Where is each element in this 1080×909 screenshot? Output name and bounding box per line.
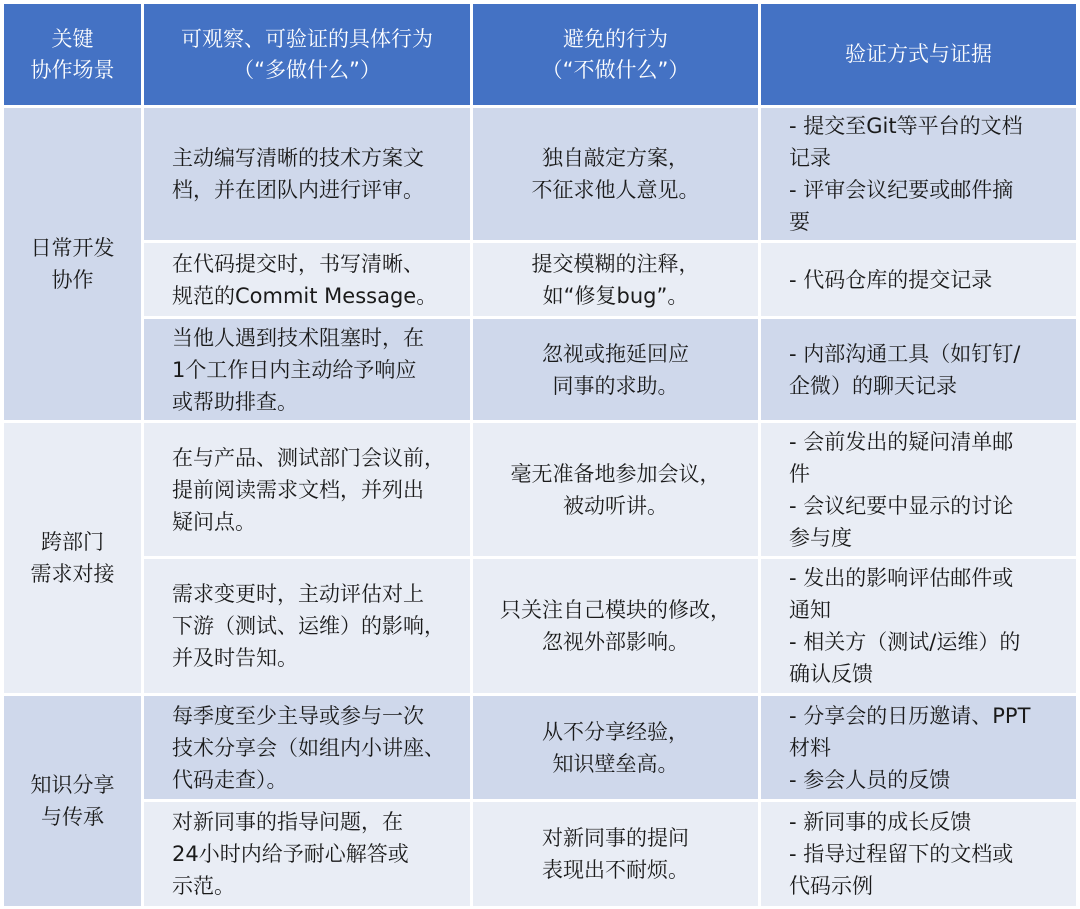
header-verify-text: 验证方式与证据 (845, 42, 992, 66)
scene-cell-knowledge (4, 696, 141, 906)
avoid-text: 毫无准备地参加会议， 被动听讲。 (510, 461, 721, 518)
header-do-text: 可观察、可验证的具体行为 （“多做什么”） (181, 26, 433, 82)
avoid-text: 忽视或拖延回应 同事的求助。 (542, 341, 689, 398)
header-do (144, 4, 470, 105)
do-text: 对新同事的指导问题，在 24小时内给予耐心解答或 示范。 (172, 810, 409, 898)
do-cell (144, 559, 470, 693)
verify-cell (761, 319, 1076, 420)
verify-text: - 代码仓库的提交记录 (789, 267, 993, 292)
do-text: 需求变更时，主动评估对上 下游（测试、运维）的影响， 并及时告知。 (172, 582, 445, 670)
do-text: 在与产品、测试部门会议前， 提前阅读需求文档，并列出 疑问点。 (172, 445, 445, 534)
do-cell (144, 423, 470, 556)
verify-text: - 内部沟通工具（如钉钉/ 企微）的聊天记录 (789, 341, 1021, 398)
header-scene-text: 关键 协作场景 (30, 26, 115, 82)
verify-cell (761, 559, 1076, 693)
verify-cell (761, 802, 1076, 906)
verify-text: - 会前发出的疑问清单邮 件 - 会议纪要中显示的讨论 参与度 (789, 429, 1014, 550)
avoid-cell (473, 802, 758, 906)
scene-label: 跨部门 需求对接 (30, 530, 115, 586)
verify-cell (761, 243, 1076, 316)
do-cell (144, 802, 470, 906)
do-cell (144, 108, 470, 240)
avoid-text: 独自敲定方案， 不征求他人意见。 (531, 146, 700, 202)
avoid-text: 只关注自己模块的修改， 忽视外部影响。 (500, 598, 731, 654)
avoid-cell (473, 319, 758, 420)
avoid-text: 提交模糊的注释， 如“修复bug”。 (531, 251, 700, 308)
verify-text: - 分享会的日历邀请、PPT 材料 - 参会人员的反馈 (789, 703, 1031, 792)
avoid-cell (473, 108, 758, 240)
scene-cell-daily-dev (4, 108, 141, 420)
header-avoid-text: 避免的行为 （“不做什么”） (541, 26, 690, 82)
do-cell (144, 243, 470, 316)
header-verify (761, 4, 1076, 105)
do-text: 每季度至少主导或参与一次 技术分享会（如组内小讲座、 代码走查）。 (172, 703, 445, 792)
scene-label: 日常开发 协作 (30, 236, 115, 292)
verify-text: - 发出的影响评估邮件或 通知 - 相关方（测试/运维）的 确认反馈 (789, 566, 1021, 686)
avoid-cell (473, 559, 758, 693)
avoid-cell (473, 696, 758, 799)
header-avoid (473, 4, 758, 105)
verify-cell (761, 423, 1076, 556)
do-text: 在代码提交时，书写清晰、 规范的Commit Message。 (172, 251, 438, 308)
scene-cell-cross-dept (4, 423, 141, 693)
scene-label: 知识分享 与传承 (30, 773, 115, 829)
do-text: 当他人遇到技术阻塞时，在 1个工作日内主动给予响应 或帮助排查。 (172, 325, 424, 414)
avoid-cell (473, 243, 758, 316)
avoid-text: 对新同事的提问 表现出不耐烦。 (542, 826, 689, 882)
do-cell (144, 696, 470, 799)
avoid-text: 从不分享经验， 知识壁垒高。 (542, 719, 689, 776)
verify-cell (761, 696, 1076, 799)
verify-cell (761, 108, 1076, 240)
verify-text: - 提交至Git等平台的文档 记录 - 评审会议纪要或邮件摘 要 (789, 114, 1023, 234)
avoid-cell (473, 423, 758, 556)
do-cell (144, 319, 470, 420)
header-scene (4, 4, 141, 105)
do-text: 主动编写清晰的技术方案文 档，并在团队内进行评审。 (172, 146, 424, 202)
verify-text: - 新同事的成长反馈 - 指导过程留下的文档或 代码示例 (789, 810, 1014, 898)
